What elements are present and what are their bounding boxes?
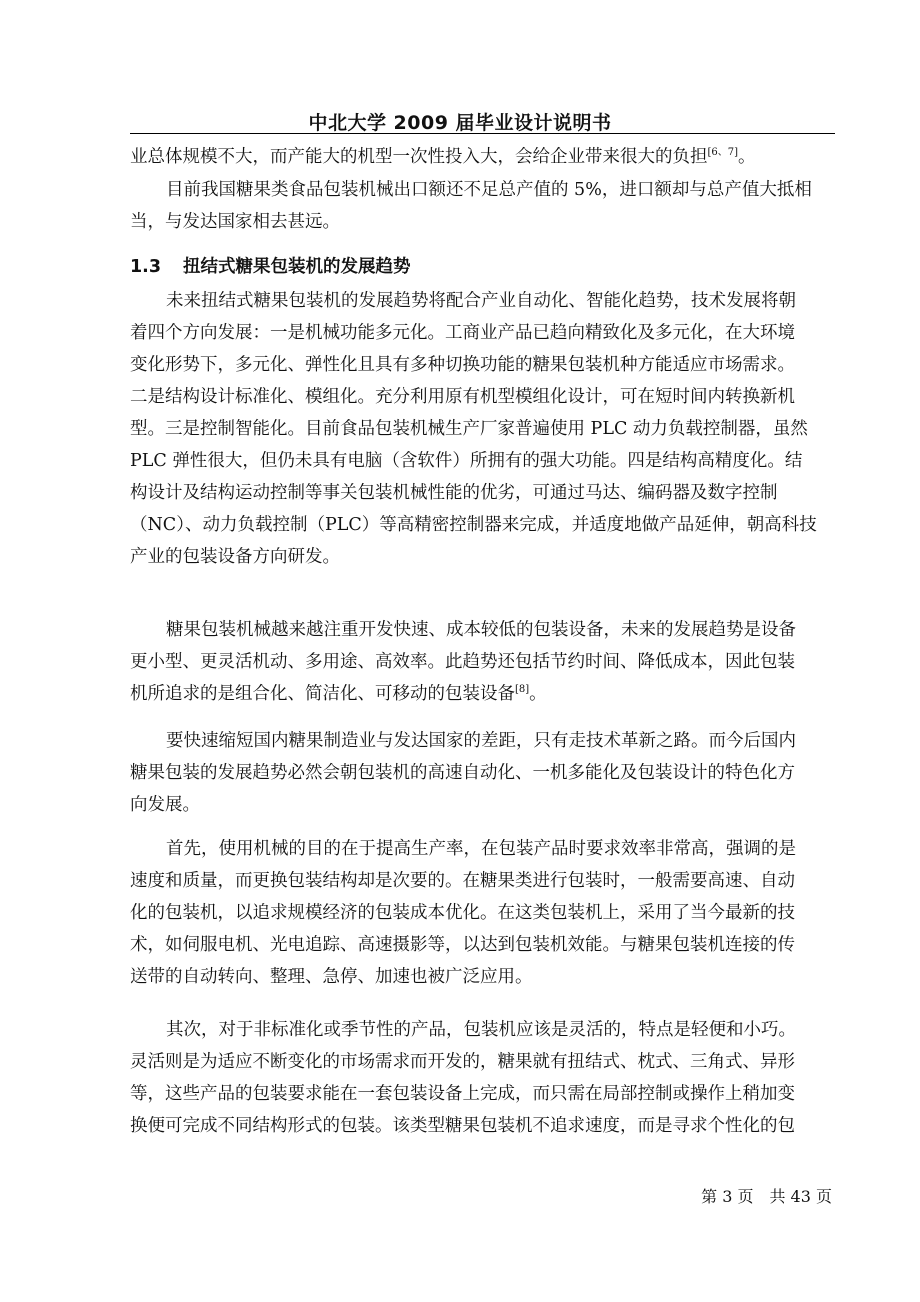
text-line: 要快速缩短国内糖果制造业与发达国家的差距，只有走技术革新之路。而今后国内 (166, 731, 796, 751)
text-line: 变化形势下，多元化、弹性化且具有多种切换功能的糖果包装机种方能适应市场需求。 (130, 355, 795, 375)
paragraph-second (130, 1014, 835, 1142)
paragraph-trends (130, 285, 835, 573)
text-line: 二是结构设计标准化、模组化。充分利用原有机型模组化设计，可在短时间内转换新机 (130, 387, 795, 407)
paragraph-first (130, 833, 835, 993)
text-line: 术，如伺服电机、光电追踪、高速摄影等，以达到包装机效能。与糖果包装机连接的传 (130, 935, 795, 955)
text-line: 灵活则是为适应不断变化的市场需求而开发的，糖果就有扭结式、枕式、三角式、异形 (130, 1052, 795, 1072)
paragraph-continued (130, 141, 835, 173)
citation-ref[interactable]: [6、7] (707, 147, 739, 159)
text-line: 送带的自动转向、整理、急停、加速也被广泛应用。 (130, 967, 533, 987)
text-line: 产业的包装设备方向研发。 (130, 547, 340, 567)
text-line: （NC）、动力负载控制（PLC）等高精密控制器来完成，并适度地做产品延伸，朝高科技 (130, 515, 817, 535)
text-line: 着四个方向发展：一是机械功能多元化。工商业产品已趋向精致化及多元化，在大环境 (130, 323, 795, 343)
text-line: 糖果包装的发展趋势必然会朝包装机的高速自动化、一机多能化及包装设计的特色化方 (130, 763, 795, 783)
citation-ref[interactable]: [8] (515, 684, 530, 696)
paragraph-innovation (130, 725, 835, 821)
page-number: 第 3 页 共 43 页 (701, 1187, 832, 1206)
text-line: 未来扭结式糖果包装机的发展趋势将配合产业自动化、智能化趋势，技术发展将朝 (166, 291, 796, 311)
text-line: 目前我国糖果类食品包装机械出口额还不足总产值的 5%，进口额却与总产值大抵相 (166, 180, 812, 200)
text-line: 向发展。 (130, 795, 200, 815)
text-line: 换便可完成不同结构形式的包装。该类型糖果包装机不追求速度，而是寻求个性化的包 (130, 1116, 795, 1136)
text-line: 首先，使用机械的目的在于提高生产率，在包装产品时要求效率非常高，强调的是 (166, 839, 796, 859)
header-divider (130, 133, 835, 134)
paragraph-low-cost (130, 614, 835, 710)
text-line: 业总体规模不大，而产能大的机型一次性投入大，会给企业带来很大的负担[6、7]。 (130, 147, 756, 167)
text-line: 当，与发达国家相去甚远。 (130, 212, 340, 232)
text-line: 机所追求的是组合化、简洁化、可移动的包装设备[8]。 (130, 684, 547, 704)
paragraph-export-stats (130, 174, 835, 238)
text-line: 型。三是控制智能化。目前食品包装机械生产厂家普遍使用 PLC 动力负载控制器，虽然 (130, 419, 808, 439)
text-line: 等，这些产品的包装要求能在一套包装设备上完成，而只需在局部控制或操作上稍加变 (130, 1084, 795, 1104)
text-line: 化的包装机，以追求规模经济的包装成本优化。在这类包装机上，采用了当今最新的技 (130, 903, 795, 923)
text-line: 速度和质量，而更换包装结构却是次要的。在糖果类进行包装时，一般需要高速、自动 (130, 871, 795, 891)
section-number: 1.3 (130, 257, 162, 277)
text-line: 糖果包装机械越来越注重开发快速、成本较低的包装设备，未来的发展趋势是设备 (166, 620, 796, 640)
page-header-title: 中北大学 2009 届毕业设计说明书 (308, 112, 612, 134)
text-line: 构设计及结构运动控制等事关包装机械性能的优劣，可通过马达、编码器及数字控制 (130, 483, 778, 503)
text-line: 其次，对于非标准化或季节性的产品，包装机应该是灵活的，特点是轻便和小巧。 (166, 1020, 796, 1040)
section-heading (130, 253, 411, 278)
section-title: 扭结式糖果包装机的发展趋势 (183, 257, 411, 277)
text-line: PLC 弹性很大，但仍未具有电脑（含软件）所拥有的强大功能。四是结构高精度化。结 (130, 451, 803, 471)
text-line: 更小型、更灵活机动、多用途、高效率。此趋势还包括节约时间、降低成本，因此包装 (130, 652, 795, 672)
